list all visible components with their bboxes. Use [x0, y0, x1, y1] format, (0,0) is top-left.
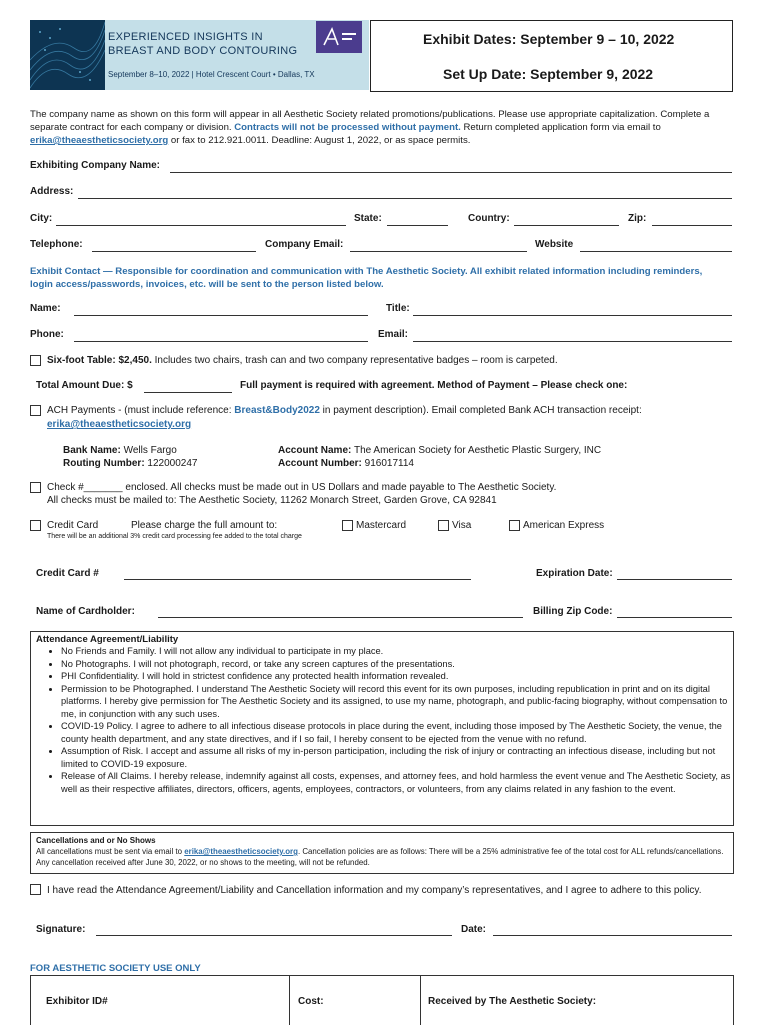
full-payment-note: Full payment is required with agreement. Method of Payment – Please check one: [240, 380, 628, 391]
signature-label: Signature: [36, 924, 86, 935]
check-mailing-address: All checks must be mailed to: The Aesthetic Society, 11262 Monarch Street, Garden Grove, CA 92841 [47, 495, 497, 506]
city-field[interactable] [56, 225, 346, 226]
agreement-item: • Permission to be Photographed. I understand The Aesthetic Society will record this event for its own purposes, including republication in print and on its digital platforms. I hereby give permission for The Aesthetic Society and its assigned, to use my name, photograph, and public-facing biography, without compensation to me, in conjunction with any such uses. [61, 683, 733, 721]
total-amount-field[interactable] [144, 392, 232, 393]
agree-policy-text: I have read the Attendance Agreement/Liability and Cancellation information and my company’s representatives, and I agree to adhere to this policy. [47, 885, 702, 896]
office-divider [420, 976, 421, 1025]
office-use-box [30, 975, 734, 1025]
zip-label: Zip: [628, 213, 647, 224]
cost-label: Cost: [298, 996, 324, 1007]
agreement-item: • Release of All Claims. I hereby release, indemnify against all costs, expenses, and attorney fees, and hold harmless the event venue and The Aesthetic Society, as well as their respective affiliates, directors, officers, agents, employees, contractors, or volunteers, from any claims related in any fashion to the event. [61, 770, 733, 795]
american-express-checkbox[interactable] [509, 520, 520, 531]
company-name-field[interactable] [170, 172, 732, 173]
check-payment-text: Check #_______ enclosed. All checks must be made out in US Dollars and made payable to The Aesthetic Society. [47, 482, 557, 493]
office-use-title: FOR AESTHETIC SOCIETY USE ONLY [30, 963, 201, 974]
banner-subtitle: September 8–10, 2022 | Hotel Crescent Court • Dallas, TX [108, 70, 315, 79]
exhibit-contact-notice: Exhibit Contact — Responsible for coordination and communication with The Aesthetic Society. All exhibit related information including reminders, login access/passwords, invoices, etc. will be sent to the person listed below. [30, 266, 703, 290]
state-label: State: [354, 213, 382, 224]
date-field[interactable] [493, 935, 732, 936]
telephone-field[interactable] [92, 251, 256, 252]
agreement-item: • COVID-19 Policy. I agree to adhere to all infectious disease protocols in place during the event, including those imposed by The Aesthetic Society, the venue, the county health department, and any state directives, and if I so fail, I hereby consent to be ejected from the venue with no refund. [61, 720, 733, 745]
banner-pattern-graphic [30, 20, 105, 90]
agreement-item: • Assumption of Risk. I accept and assume all risks of my in-person participation, including the risk of injury or contracting an infectious disease, including but not limited to COVID-19 exposure. [61, 745, 733, 770]
aesthetic-society-logo [316, 21, 362, 53]
contact-name-field[interactable] [74, 315, 368, 316]
american-express-label: American Express [523, 520, 605, 531]
contact-title-label: Title: [386, 303, 410, 314]
agreement-item: • No Photographs. I will not photograph, record, or take any screen captures of the presentations. [61, 658, 733, 671]
ach-payment-checkbox[interactable] [30, 405, 41, 416]
visa-checkbox[interactable] [438, 520, 449, 531]
credit-card-checkbox[interactable] [30, 520, 41, 531]
company-email-label: Company Email: [265, 239, 344, 250]
contact-name-label: Name: [30, 303, 61, 314]
cancellation-box [30, 832, 734, 874]
routing-number: Routing Number: 122000247 [63, 458, 198, 469]
banner-title: EXPERIENCED INSIGHTS IN BREAST AND BODY CONTOURING [108, 31, 298, 57]
expiration-date-label: Expiration Date: [536, 568, 613, 579]
mastercard-checkbox[interactable] [342, 520, 353, 531]
account-name: Account Name: The American Society for Aesthetic Plastic Surgery, INC [278, 445, 602, 456]
signature-field[interactable] [96, 935, 452, 936]
country-field[interactable] [514, 225, 619, 226]
setup-date: Set Up Date: September 9, 2022 [443, 66, 654, 82]
city-label: City: [30, 213, 53, 224]
agreement-item: • PHI Confidentiality. I will hold in strictest confidence any protected health information revealed. [61, 670, 733, 683]
six-foot-table-checkbox[interactable] [30, 355, 41, 366]
agree-policy-checkbox[interactable] [30, 884, 41, 895]
address-field[interactable] [78, 198, 732, 199]
credit-card-number-label: Credit Card # [36, 568, 99, 579]
ach-email-link[interactable]: erika@theaestheticsociety.org [47, 419, 192, 430]
cancellation-title: Cancellations and or No Shows [36, 836, 156, 845]
country-label: Country: [468, 213, 510, 224]
office-divider [289, 976, 290, 1025]
contact-email-label: Email: [378, 329, 409, 340]
received-by-label: Received by The Aesthetic Society: [428, 996, 597, 1007]
date-label: Date: [461, 924, 487, 935]
agreement-list [31, 645, 733, 795]
dates-box [370, 20, 733, 92]
six-foot-table-text: Six-foot Table: $2,450. Includes two chairs, trash can and two company representative badges – room is carpeted. [47, 355, 558, 366]
credit-card-fee-note: There will be an additional 3% credit card processing fee added to the total charge [47, 533, 302, 540]
credit-card-number-field[interactable] [124, 579, 471, 580]
check-payment-checkbox[interactable] [30, 482, 41, 493]
telephone-label: Telephone: [30, 239, 83, 250]
agreement-title: Attendance Agreement/Liability [36, 634, 179, 645]
ach-payment-text: ACH Payments - (must include reference: Breast&Body2022 in payment description). Email completed Bank ACH transaction receipt: [47, 405, 642, 416]
contact-phone-field[interactable] [74, 341, 368, 342]
company-name-label: Exhibiting Company Name: [30, 160, 161, 171]
exhibit-dates: Exhibit Dates: September 9 – 10, 2022 [423, 31, 675, 47]
credit-card-label: Credit Card [47, 520, 99, 531]
visa-label: Visa [452, 520, 472, 531]
intro-paragraph: The company name as shown on this form will appear in all Aesthetic Society related promotions/publications. Please use appropriate capitalization. Complete a separate contract for each company or division. Contracts will not be processed without payment. Return completed application form via email to erika@theaestheticsociety.org or fax to 212.921.0011. Deadline: August 1, 2022, or as space permits. [30, 109, 710, 146]
expiration-date-field[interactable] [617, 579, 732, 580]
website-field[interactable] [580, 251, 732, 252]
contact-email-field[interactable] [413, 341, 732, 342]
cancellation-text: All cancellations must be sent via email to erika@theaestheticsociety.org. Cancellation policies are as follows: There will be a 25% administrative fee of the total cost for ALL refunds/cancellations. Any cancellation received after June 30, 2022, or no shows to the meeting, will not be refunded. [36, 847, 724, 867]
billing-zip-label: Billing Zip Code: [533, 606, 613, 617]
contact-phone-label: Phone: [30, 329, 64, 340]
address-label: Address: [30, 186, 74, 197]
company-email-field[interactable] [350, 251, 527, 252]
contact-title-field[interactable] [413, 315, 732, 316]
bank-name: Bank Name: Wells Fargo [63, 445, 177, 456]
billing-zip-field[interactable] [617, 617, 732, 618]
exhibitor-id-label: Exhibitor ID# [46, 996, 108, 1007]
cardholder-name-label: Name of Cardholder: [36, 606, 135, 617]
website-label: Website [535, 239, 574, 250]
total-amount-label: Total Amount Due: $ [36, 380, 133, 391]
zip-field[interactable] [652, 225, 732, 226]
mastercard-label: Mastercard [356, 520, 407, 531]
charge-full-amount-text: Please charge the full amount to: [131, 520, 278, 531]
state-field[interactable] [387, 225, 448, 226]
intro-email-link[interactable]: erika@theaestheticsociety.org [30, 135, 169, 146]
cardholder-name-field[interactable] [158, 617, 523, 618]
account-number: Account Number: 916017114 [278, 458, 414, 469]
attendance-agreement-box [30, 631, 734, 826]
cancellation-email-link[interactable]: erika@theaestheticsociety.org [184, 847, 298, 856]
agreement-item: • No Friends and Family. I will not allow any individual to participate in my place. [61, 645, 733, 658]
